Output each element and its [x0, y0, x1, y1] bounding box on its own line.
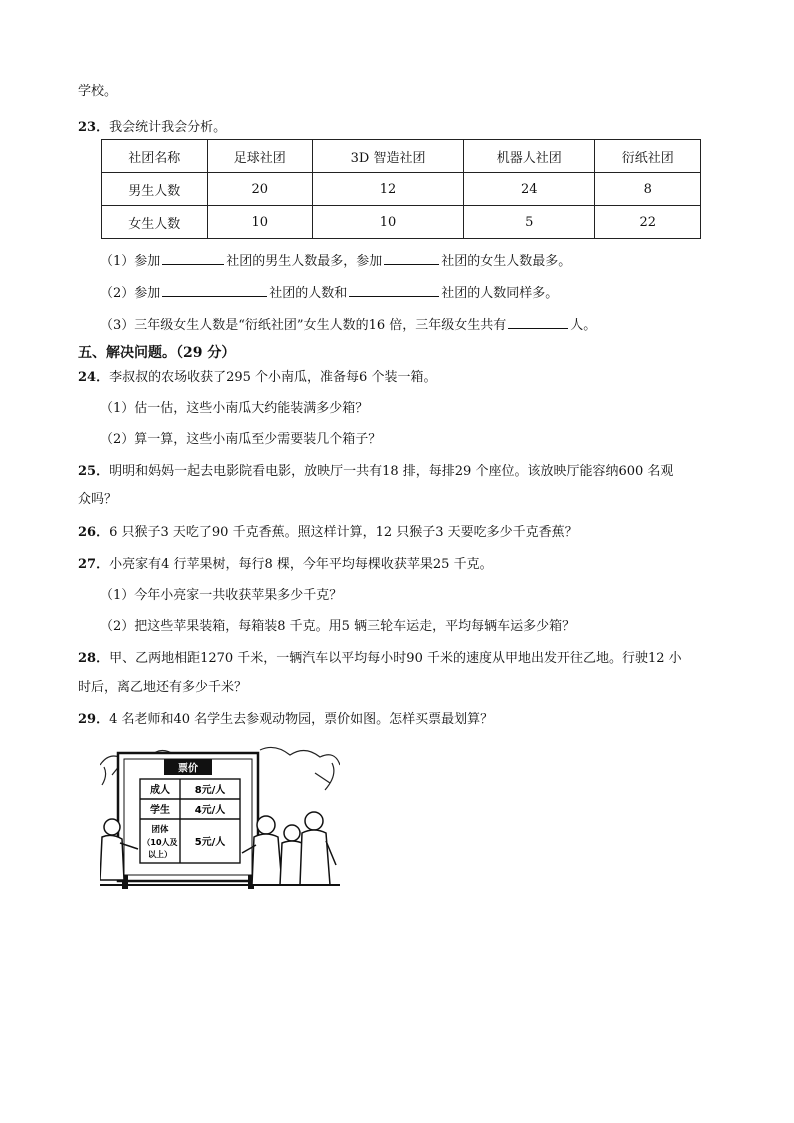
- price-row-group-label: 团体: [151, 825, 169, 835]
- text-fragment: 社团的人数同样多。: [441, 286, 559, 301]
- section-heading: 五、解决问题。（29 分）: [78, 345, 236, 361]
- question-text: 4 名老师和40 名学生去参观动物园，票价如图。怎样买票最划算？: [109, 712, 494, 727]
- table-cell: 5: [464, 206, 595, 239]
- text-fragment: （3）三年级女生人数是“衍纸社团”女生人数的16 倍，三年级女生共有: [100, 318, 507, 333]
- question-text: 李叔叔的农场收获了295 个小南瓜，准备每6 个装一箱。: [109, 370, 437, 385]
- table-cell: 女生人数: [102, 206, 208, 239]
- question-26: [78, 521, 578, 540]
- question-25-continued: 众吗？: [78, 492, 118, 507]
- price-row-adult-value: 8元/人: [194, 785, 226, 796]
- question-number: 27．: [78, 557, 110, 572]
- question-text: 甲、乙两地相距1270 千米，一辆汽车以平均每小时90 千米的速度从甲地出发开往乙地。行驶12 小: [109, 651, 682, 666]
- table-cell: 22: [595, 206, 701, 239]
- table-cell: 24: [464, 173, 595, 206]
- answer-blank[interactable]: [508, 315, 568, 329]
- table-cell: 10: [313, 206, 464, 239]
- continued-text: 学校。: [78, 84, 118, 99]
- answer-blank[interactable]: [162, 251, 224, 265]
- table-cell: 男生人数: [102, 173, 208, 206]
- question-28-continued: 时后，离乙地还有多少千米？: [78, 680, 248, 695]
- question-23-part-2: [100, 282, 558, 301]
- question-25: [78, 460, 673, 479]
- poster-title: 票价: [178, 763, 198, 775]
- table-cell: 10: [207, 206, 313, 239]
- table-cell: 12: [313, 173, 464, 206]
- question-23-part-3: [100, 314, 596, 333]
- text-fragment: （1）参加: [100, 254, 161, 269]
- question-number: 26．: [78, 525, 110, 540]
- table-cell: 8: [595, 173, 701, 206]
- answer-blank[interactable]: [384, 251, 439, 265]
- price-row-student-label: 学生: [150, 805, 170, 816]
- table-cell: 足球社团: [207, 140, 313, 173]
- question-24-part-2: （2）算一算，这些小南瓜至少需要装几个箱子？: [100, 432, 382, 447]
- question-23-part-1: [100, 250, 571, 269]
- question-number: 24．: [78, 370, 110, 385]
- question-number: 28．: [78, 651, 110, 666]
- answer-blank[interactable]: [162, 283, 267, 297]
- table-cell: 衍纸社团: [595, 140, 701, 173]
- table-cell: 3D 智造社团: [313, 140, 464, 173]
- text-fragment: 社团的人数和: [269, 286, 348, 301]
- question-23: [78, 116, 226, 135]
- question-text: 小亮家有4 行苹果树，每行8 棵，今年平均每棵收获苹果25 千克。: [109, 557, 493, 572]
- question-27: [78, 553, 493, 572]
- question-number: 29．: [78, 712, 110, 727]
- question-text: 我会统计我会分析。: [109, 120, 227, 135]
- ticket-price-illustration: [100, 745, 340, 890]
- question-29: [78, 708, 493, 727]
- price-row-group-value: 5元/人: [194, 837, 226, 848]
- question-27-part-1: （1）今年小亮家一共收获苹果多少千克？: [100, 588, 343, 603]
- price-row-student-value: 4元/人: [194, 805, 226, 816]
- price-row-group-label: 以上）: [148, 850, 172, 859]
- club-statistics-table: [101, 139, 701, 239]
- question-27-part-2: （2）把这些苹果装箱，每箱装8 千克。用5 辆三轮车运走，平均每辆车运多少箱？: [100, 619, 576, 634]
- table-cell: 社团名称: [102, 140, 208, 173]
- table-row: [102, 173, 701, 206]
- table-row: [102, 206, 701, 239]
- table-cell: 机器人社团: [464, 140, 595, 173]
- question-number: 25．: [78, 464, 110, 479]
- question-text: 明明和妈妈一起去电影院看电影，放映厅一共有18 排，每排29 个座位。该放映厅能容纳600 名观: [109, 464, 674, 479]
- text-fragment: 社团的男生人数最多，参加: [226, 254, 383, 269]
- question-28: [78, 647, 682, 666]
- price-row-adult-label: 成人: [150, 785, 170, 796]
- text-fragment: 社团的女生人数最多。: [441, 254, 572, 269]
- question-number: 23．: [78, 120, 110, 135]
- answer-blank[interactable]: [349, 283, 439, 297]
- text-fragment: （2）参加: [100, 286, 161, 301]
- question-24: [78, 366, 436, 385]
- question-text: 6 只猴子3 天吃了90 千克香蕉。照这样计算，12 只猴子3 天要吃多少千克香蕉？: [109, 525, 578, 540]
- text-fragment: 人。: [570, 318, 597, 333]
- table-cell: 20: [207, 173, 313, 206]
- price-row-group-label: （10人及: [142, 838, 178, 847]
- table-header-row: [102, 140, 701, 173]
- question-24-part-1: （1）估一估，这些小南瓜大约能装满多少箱？: [100, 401, 369, 416]
